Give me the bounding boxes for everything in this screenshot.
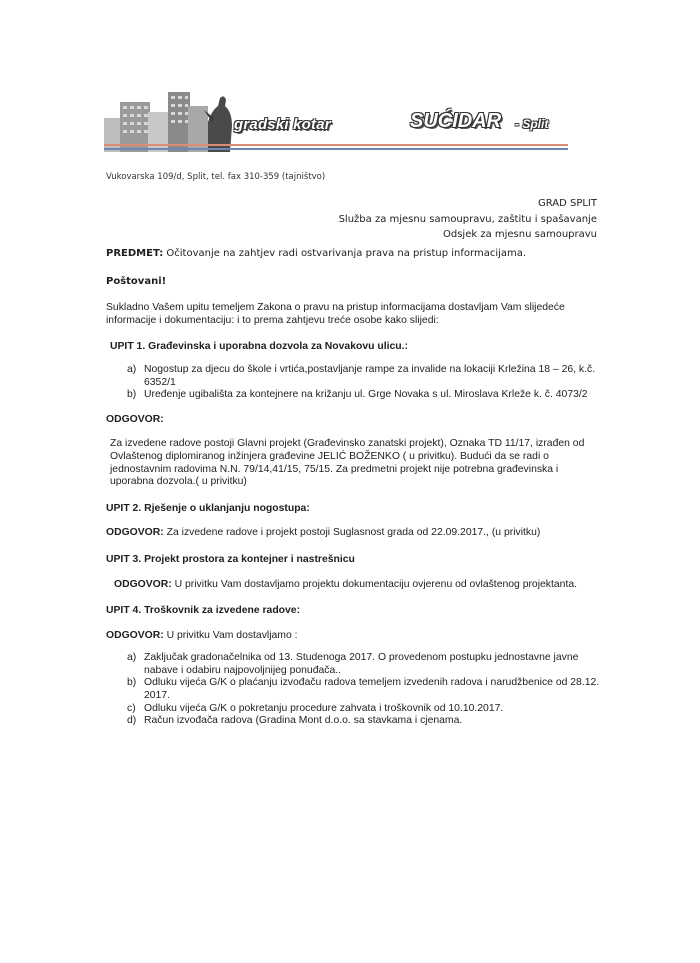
upit-1-answer-text: Za izvedene radove postoji Glavni projekt (Građevinsko zanatski projekt), Oznaka TD 11/17, izrađen od Ovlaštenog diplomiranog inžinjera građevine JELIĆ BOŽENKO ( u privitku). Budući da se radi o jednostavnim radovima N.N. 79/14,41/15, 75/15. Za predmetni projekt nije potrebna građevinska i uporabna dozvola.( u privitku): [110, 438, 585, 488]
answer-label: ODGOVOR:: [106, 413, 164, 425]
answer-text: U privitku Vam dostavljamo projektu dokumentaciju ovjerenu od ovlaštenog projektanta.: [171, 578, 577, 590]
letter-body: [106, 248, 602, 728]
answer-label: ODGOVOR:: [106, 527, 164, 539]
header-rule-blue: [104, 148, 568, 150]
answer-label: ODGOVOR:: [106, 629, 164, 641]
upit-4-title: UPIT 4. Troškovnik za izvedene radove:: [106, 605, 301, 617]
answer-text: Za izvedene radove i projekt postoji Suglasnost grada od 22.09.2017., (u privitku): [163, 527, 541, 539]
list-item-text: Zaključak gradonačelnika od 13. Studenoga 2017. O provedenom postupku jednostavne javne nabave i odabiru najpovoljnijeg ponuđača..: [144, 652, 579, 676]
list-marker: d): [127, 715, 137, 727]
sender-address: Vukovarska 109/d, Split, tel. fax 310-359 (tajništvo): [106, 172, 326, 182]
list-marker: b): [127, 389, 137, 401]
upit-3-title: UPIT 3. Projekt prostora za kontejner i nastrešnicu: [106, 553, 355, 565]
recipient-line-3: Odsjek za mjesnu samoupravu: [443, 229, 597, 240]
upit-1-list: [106, 364, 602, 402]
list-item-text: Odluku vijeća G/K o plaćanju izvođaču radova temeljem izvedenih radova i narudžbenice od 28.12. 2017.: [144, 677, 600, 702]
recipient-line-2: Služba za mjesnu samoupravu, zaštitu i spašavanje: [338, 213, 597, 225]
greeting: Poštovani!: [106, 275, 167, 287]
upit-2-title: UPIT 2. Rješenje o uklanjanju nogostupa:: [106, 502, 310, 514]
intro-paragraph: Sukladno Vašem upitu temeljem Zakona o pravu na pristup informacijama dostavljam Vam slijedeće informacije i dokumentaciju: i to prema zahtjevu treće osobe kako slijedi:: [106, 302, 565, 326]
upit-4-list: [106, 652, 602, 728]
subject-text: Očitovanje na zahtjev radi ostvarivanja prava na pristup informacijama.: [166, 248, 527, 259]
list-item: [106, 715, 602, 728]
district-logo-text: gradski kotar: [234, 116, 331, 133]
upit-3-answer: [114, 579, 602, 592]
list-item: [106, 364, 602, 389]
upit-2-answer: [106, 527, 602, 540]
list-item-text: Odluku vijeća G/K o pokretanju procedure zahvata i troškovnik od 10.10.2017.: [144, 702, 504, 714]
upit-4-answer: [106, 630, 602, 643]
upit-1-title: UPIT 1. Građevinska i uporabna dozvola za Novakovu ulicu.:: [110, 341, 408, 353]
list-item: [106, 652, 602, 677]
header-rule-red: [104, 144, 568, 146]
list-item-text: Račun izvođača radova (Gradina Mont d.o.o. sa stavkama i cjenama.: [144, 715, 463, 727]
list-marker: a): [127, 363, 137, 375]
subject-line: [106, 248, 602, 261]
subject-label: PREDMET:: [106, 248, 164, 259]
list-item: [106, 389, 602, 402]
sucidar-logo-text: SUĆIDAR: [410, 110, 502, 132]
answer-text: U privitku Vam dostavljamo :: [163, 629, 298, 641]
upit-1-answer-label: [106, 414, 602, 427]
recipient-line-1: GRAD SPLIT: [537, 198, 597, 209]
letterhead: [104, 70, 568, 158]
list-item: [106, 703, 602, 716]
buildings-statue-logo: [104, 92, 234, 152]
list-marker: b): [127, 677, 137, 689]
list-item: [106, 677, 602, 702]
answer-label: ODGOVOR:: [114, 578, 172, 590]
list-marker: a): [127, 652, 137, 664]
recipient-block: [339, 196, 597, 243]
list-item-text: Uređenje ugibališta za kontejnere na križanju ul. Grge Novaka s ul. Miroslava Krleže k. č. 4073/2: [144, 389, 588, 401]
split-logo-text: - Split: [515, 117, 549, 131]
list-item-text: Nogostup za djecu do škole i vrtića,postavljanje rampe za invalide na lokaciji Krležina 18 – 26, k.č. 6352/1: [144, 363, 596, 388]
list-marker: c): [127, 702, 136, 714]
